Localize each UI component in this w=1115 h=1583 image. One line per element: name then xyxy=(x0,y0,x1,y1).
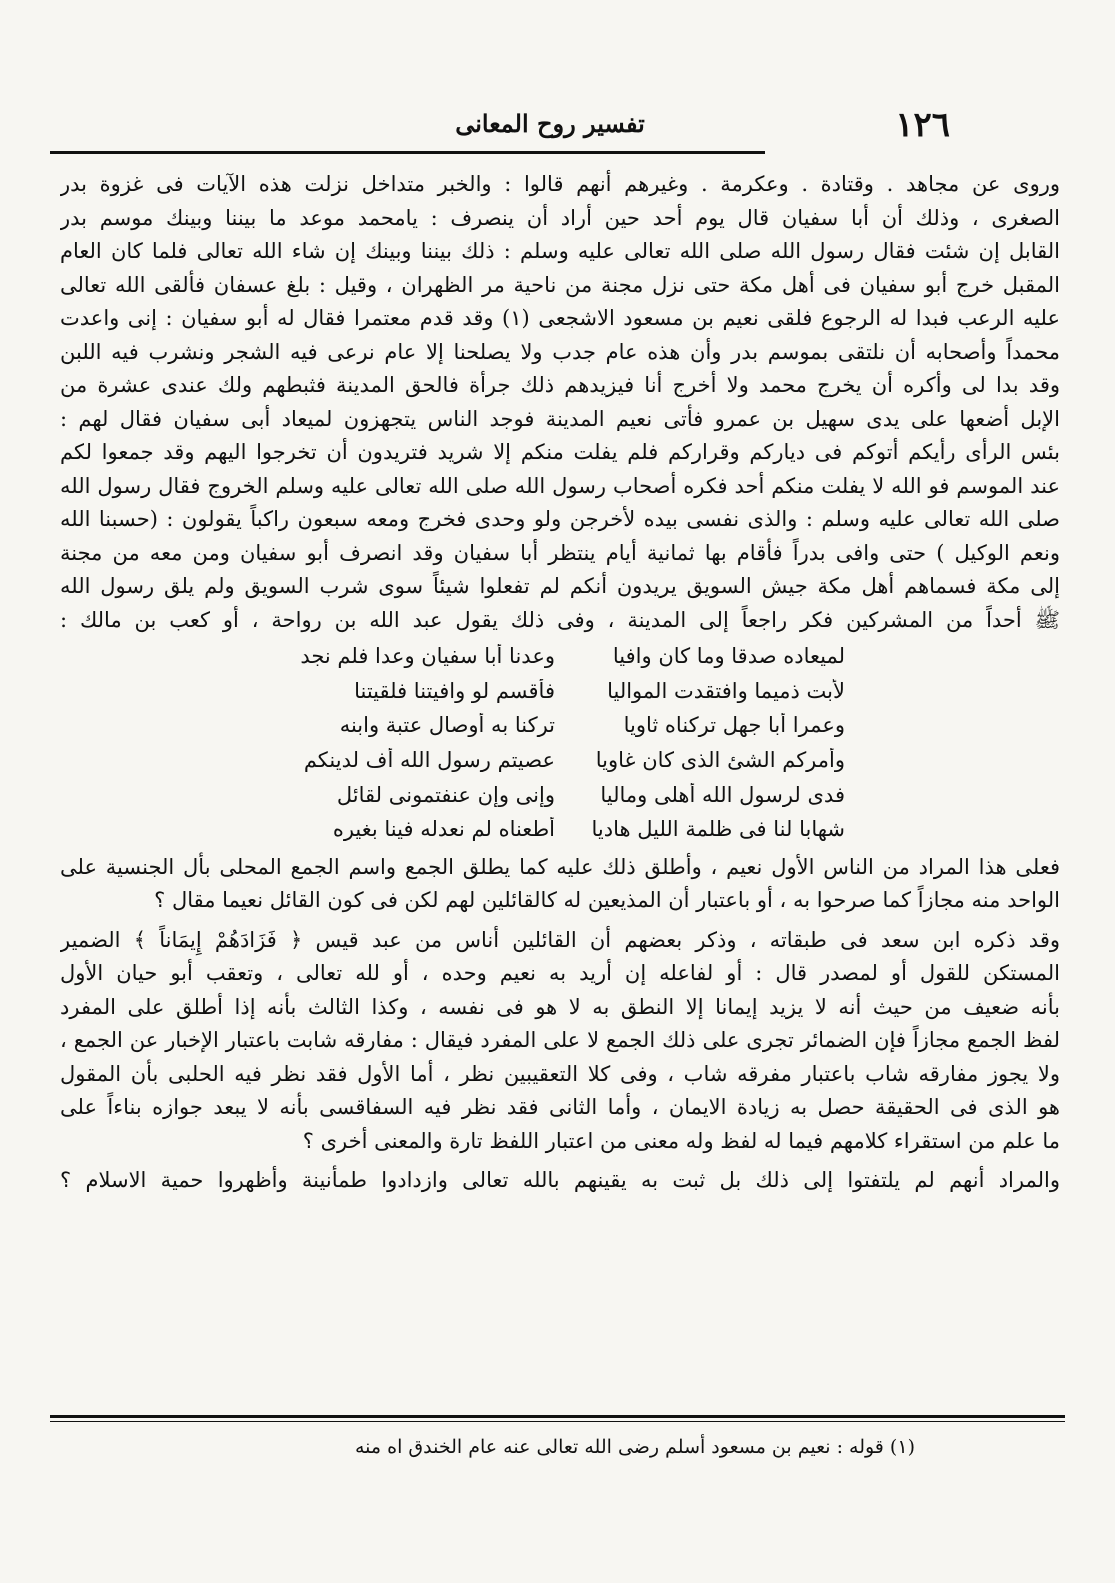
footnote: (١) قوله : نعيم بن مسعود أسلم رضى الله تعالى عنه عام الخندق اه منه xyxy=(355,1436,915,1458)
text-line: والمراد أنهم لم يلتفتوا إلى ذلك بل ثبت به يقينهم بالله تعالى وازدادوا طمأنينة وأظهروا حمية الاسلام ؟ xyxy=(60,1168,1060,1193)
text-line: عند الموسم فو الله لا يفلت منكم أحد فكره أصحاب رسول الله صلى الله تعالى عليه وسلم الخروج فقال رسول الله xyxy=(60,473,1060,498)
text-line: المستكن للقول أو لمصدر قال : أو لفاعله إن أريد به نعيم وحده ، أو لله تعالى ، وتعقب أبو حيان الأول xyxy=(60,961,1060,986)
poem-verse xyxy=(285,639,845,674)
text-line: صلى الله تعالى عليه وسلم : والذى نفسى بيده لأخرجن ولو وحدى فخرج ومعه سبعون راكباً يقولون : (حسبنا الله xyxy=(60,507,1060,531)
text-line: ونعم الوكيل ) حتى وافى بدراً فأقام بها ثمانية أيام ينتظر أبا سفيان وقد انصرف أبو سفيان ومن معه من مجنة xyxy=(60,540,1060,565)
text-line: هو الذى فى الحقيقة حصل به زيادة الايمان ، وأما الثانى فقد نظر فيه السفاقسى بأنه لا يبعد جوازه بناءاً على xyxy=(60,1095,1060,1120)
paragraph-1 xyxy=(60,168,1060,637)
text-line: وقد ذكره ابن سعد فى طبقاته ، وذكر بعضهم أن القائلين أناس من عبد قيس ﴿ فَزَادَهُمْ إِيمَاناً ﴾ الضمير xyxy=(60,927,1060,952)
verse-first-half: أطعناه لم نعدله فينا بغيره xyxy=(332,817,555,842)
text-line: الإبل أضعها على يدى سهيل بن عمرو فأتى نعيم المدينة فوجد الناس يتجهزون لميعاد أبى سفيان فقال لهم : xyxy=(60,406,1060,431)
text-line: بأنه ضعيف من حيث أنه لا يزيد إيمانا إلا النطق به لا هو فى نفسه ، وكذا الثالث بأنه إذا أطلق على المفرد xyxy=(60,994,1060,1019)
main-text xyxy=(60,168,1060,1198)
poem-verse xyxy=(285,743,845,778)
paragraph-3 xyxy=(60,924,1060,1159)
header-rule xyxy=(50,151,765,154)
separator-thin-rule xyxy=(50,1421,1065,1422)
text-line: ولا يجوز مفارقه شاب باعتبار مفرقه شاب ، وفى كلا التعقيبين نظر ، أما الأول فقد نظر فيه الحلبى بأن المقول xyxy=(60,1061,1060,1086)
text-line: فعلى هذا المراد من الناس الأول نعيم ، وأطلق ذلك عليه كما يطلق الجمع واسم الجمع المحلى بأل الجنسية على xyxy=(60,854,1060,879)
text-line: بئس الرأى رأيكم أتوكم فى دياركم وقراركم فلم يفلت منكم إلا شريد فتريدون أن تخرجوا اليهم وقد جمعوا لكم xyxy=(60,440,1060,464)
poem-verse xyxy=(285,812,845,847)
poem-verse xyxy=(285,708,845,743)
poem-verse xyxy=(285,674,845,709)
text-line: القابل إن شئت فقال رسول الله صلى الله تعالى عليه وسلم : ذلك بيننا وبينك إن شاء الله تعالى فلما كان العام xyxy=(60,239,1060,263)
poem xyxy=(285,639,845,847)
separator-thick-rule xyxy=(50,1415,1065,1418)
text-line: الواحد منه مجازاً كما صرحوا به ، أو باعتبار أن المذيعين له كالقائلين لهم لكن فى كون القائل نعيما مقال ؟ xyxy=(154,888,1060,913)
text-line: المقبل خرج أبو سفيان فى أهل مكة حتى نزل مجنة من ناحية مر الظهران ، وقيل : بلغ عسفان فألقى الله تعالى xyxy=(60,272,1060,297)
verse-second-half: لميعاده صدقا وما كان وافيا xyxy=(612,644,845,669)
verse-first-half: وعدنا أبا سفيان وعدا فلم نجد xyxy=(300,644,555,669)
verse-first-half: تركنا به أوصال عتبة وابنه xyxy=(339,713,555,738)
verse-first-half: وإنى وإن عنفتمونى لقائل xyxy=(336,782,555,807)
text-line: وروى عن مجاهد . وقتادة . وعكرمة . وغيرهم أنهم قالوا : والخبر متداخل نزلت هذه الآيات فى غزوة بدر xyxy=(60,172,1060,196)
verse-second-half: لأبت ذميما وافتقدت المواليا xyxy=(607,678,845,703)
running-title: تفسير روح المعانى xyxy=(455,109,645,138)
footnote-separator xyxy=(50,1415,1065,1422)
verse-second-half: فدى لرسول الله أهلى وماليا xyxy=(600,782,845,807)
text-line: ما علم من استقراء كلامهم فيما له لفظ وله معنى من اعتبار اللفظ تارة والمعنى أخرى ؟ xyxy=(302,1128,1060,1153)
paragraph-2 xyxy=(60,851,1060,918)
page-header xyxy=(0,95,1115,155)
verse-first-half: عصيتم رسول الله أف لدينكم xyxy=(303,748,555,773)
paragraph-4 xyxy=(60,1164,1060,1198)
text-line: عليه الرعب فبدا له الرجوع فلقى نعيم بن مسعود الاشجعى (١) وقد قدم معتمرا فقال له أبو سفيان : إنى واعدت xyxy=(60,306,1060,330)
verse-second-half: وأمركم الشئ الذى كان غاويا xyxy=(595,748,845,773)
verse-second-half: شهابا لنا فى ظلمة الليل هاديا xyxy=(591,817,845,842)
page-number: ١٢٦ xyxy=(895,105,950,145)
text-line: الصغرى ، وذلك أن أبا سفيان قال يوم أحد حين أراد أن ينصرف : يامحمد موعد ما بيننا وبينك موسم بدر xyxy=(60,205,1060,230)
text-line: محمداً وأصحابه أن نلتقى بموسم بدر وأن هذه عام جدب ولا يصلحنا إلا عام نرعى فيه الشجر ونشرب فيه اللبن xyxy=(60,339,1060,364)
verse-second-half: وعمرا أبا جهل تركناه ثاويا xyxy=(623,713,845,738)
text-line: لفظ الجمع مجازاً فإن الضمائر تجرى على ذلك الجمع لا على المفرد فيقال : مفارقه شابت باعتبار الإخبار عن الجمع ، xyxy=(60,1028,1060,1053)
poem-verse xyxy=(285,777,845,812)
text-line: وقد بدا لى وأكره أن يخرج محمد ولا أخرج أنا فيزيدهم ذلك جرأة فالحق المدينة فثبطهم ولك عندى عشرة من xyxy=(60,373,1060,397)
verse-first-half: فأقسم لو وافيتنا فلقيتنا xyxy=(354,678,555,703)
text-line: إلى مكة فسماهم أهل مكة جيش السويق يريدون أنكم لم تفعلوا شيئاً سوى شرب السويق ولم يلق رسول الله xyxy=(60,574,1060,598)
text-line: ﷺ أحداً من المشركين فكر راجعاً إلى المدينة ، وفى ذلك يقول عبد الله بن رواحة ، أو كعب بن مالك : xyxy=(60,607,1060,632)
